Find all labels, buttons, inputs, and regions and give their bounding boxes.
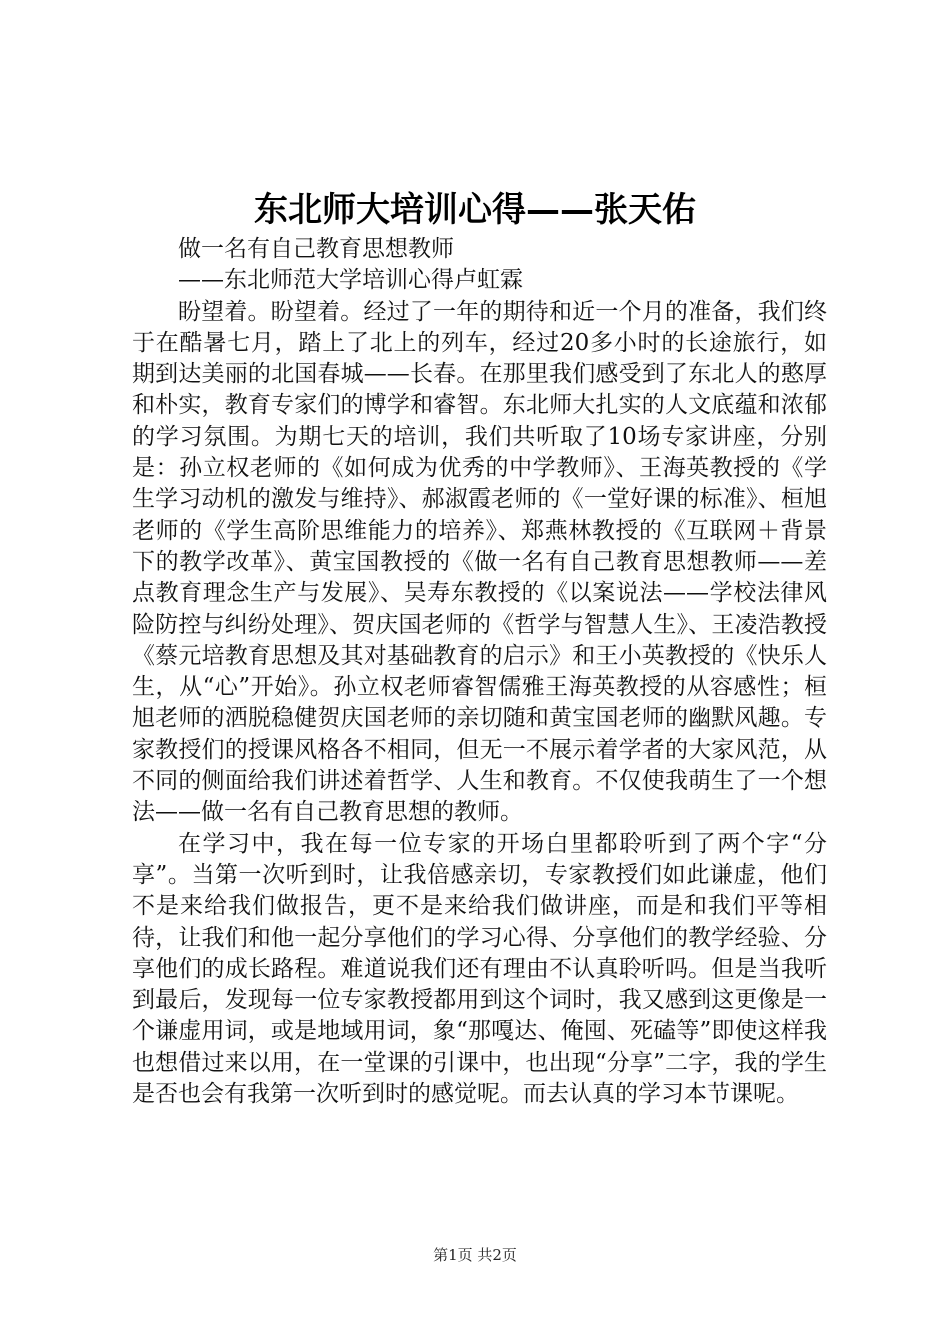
paragraph-2: 在学习中，我在每一位专家的开场白里都聆听到了两个字“分享”。当第一次听到时，让我倍感亲切，专家教授们如此谦虚，他们不是来给我们做报告，更不是来给我们做讲座，而是和我们平等相待，让我们和他一起分享他们的学习心得、分享他们的教学经验、分享他们的成长路程。难道说我们还有理由不认真聆听吗。但是当我听到最后，发现每一位专家教授都用到这个词时，我又感到这更像是一个谦虚用词，或是地域用词，象“那嘎达、俺囤、死磕等”即使这样我也想借过来以用，在一堂课的引课中，也出现“分享”二字，我的学生是否也会有我第一次听到时的感觉呢。而去认真的学习本节课呢。 bbox=[132, 830, 827, 1108]
paragraph-1: 盼望着。盼望着。经过了一年的期待和近一个月的准备，我们终于在酷暑七月，踏上了北上的列车，经过20多小时的长途旅行，如期到达美丽的北国春城——长春。在那里我们感受到了东北人的憨厚和朴实，教育专家们的博学和睿智。东北师大扎实的人文底蕴和浓郁的学习氛围。为期七天的培训，我们共听取了10场专家讲座，分别是：孙立权老师的《如何成为优秀的中学教师》、王海英教授的《学生学习动机的激发与维持》、郝淑霞老师的《一堂好课的标准》、桓旭老师的《学生高阶思维能力的培养》、郑燕林教授的《互联网＋背景下的教学改革》、黄宝国教授的《做一名有自己教育思想教师——差点教育理念生产与发展》、吴寿东教授的《以案说法——学校法律风险防控与纠纷处理》、贺庆国老师的《哲学与智慧人生》、王凌浩教授《蔡元培教育思想及其对基础教育的启示》和王小英教授的《快乐人生，从“心”开始》。孙立权老师睿智儒雅王海英教授的从容感性；桓旭老师的洒脱稳健贺庆国老师的亲切随和黄宝国老师的幽默风趣。专家教授们的授课风格各不相同，但无一不展示着学者的大家风范，从不同的侧面给我们讲述着哲学、人生和教育。不仅使我萌生了一个想法——做一名有自己教育思想的教师。 bbox=[132, 298, 827, 826]
page-footer: 第1页 共2页 bbox=[433, 1246, 517, 1264]
document-title: 东北师大培训心得——张天佑 bbox=[254, 190, 696, 230]
subtitle-line: 做一名有自己教育思想教师 bbox=[178, 236, 454, 262]
document-body bbox=[132, 234, 827, 1110]
byline: ——东北师范大学培训心得卢虹霖 bbox=[178, 267, 523, 294]
